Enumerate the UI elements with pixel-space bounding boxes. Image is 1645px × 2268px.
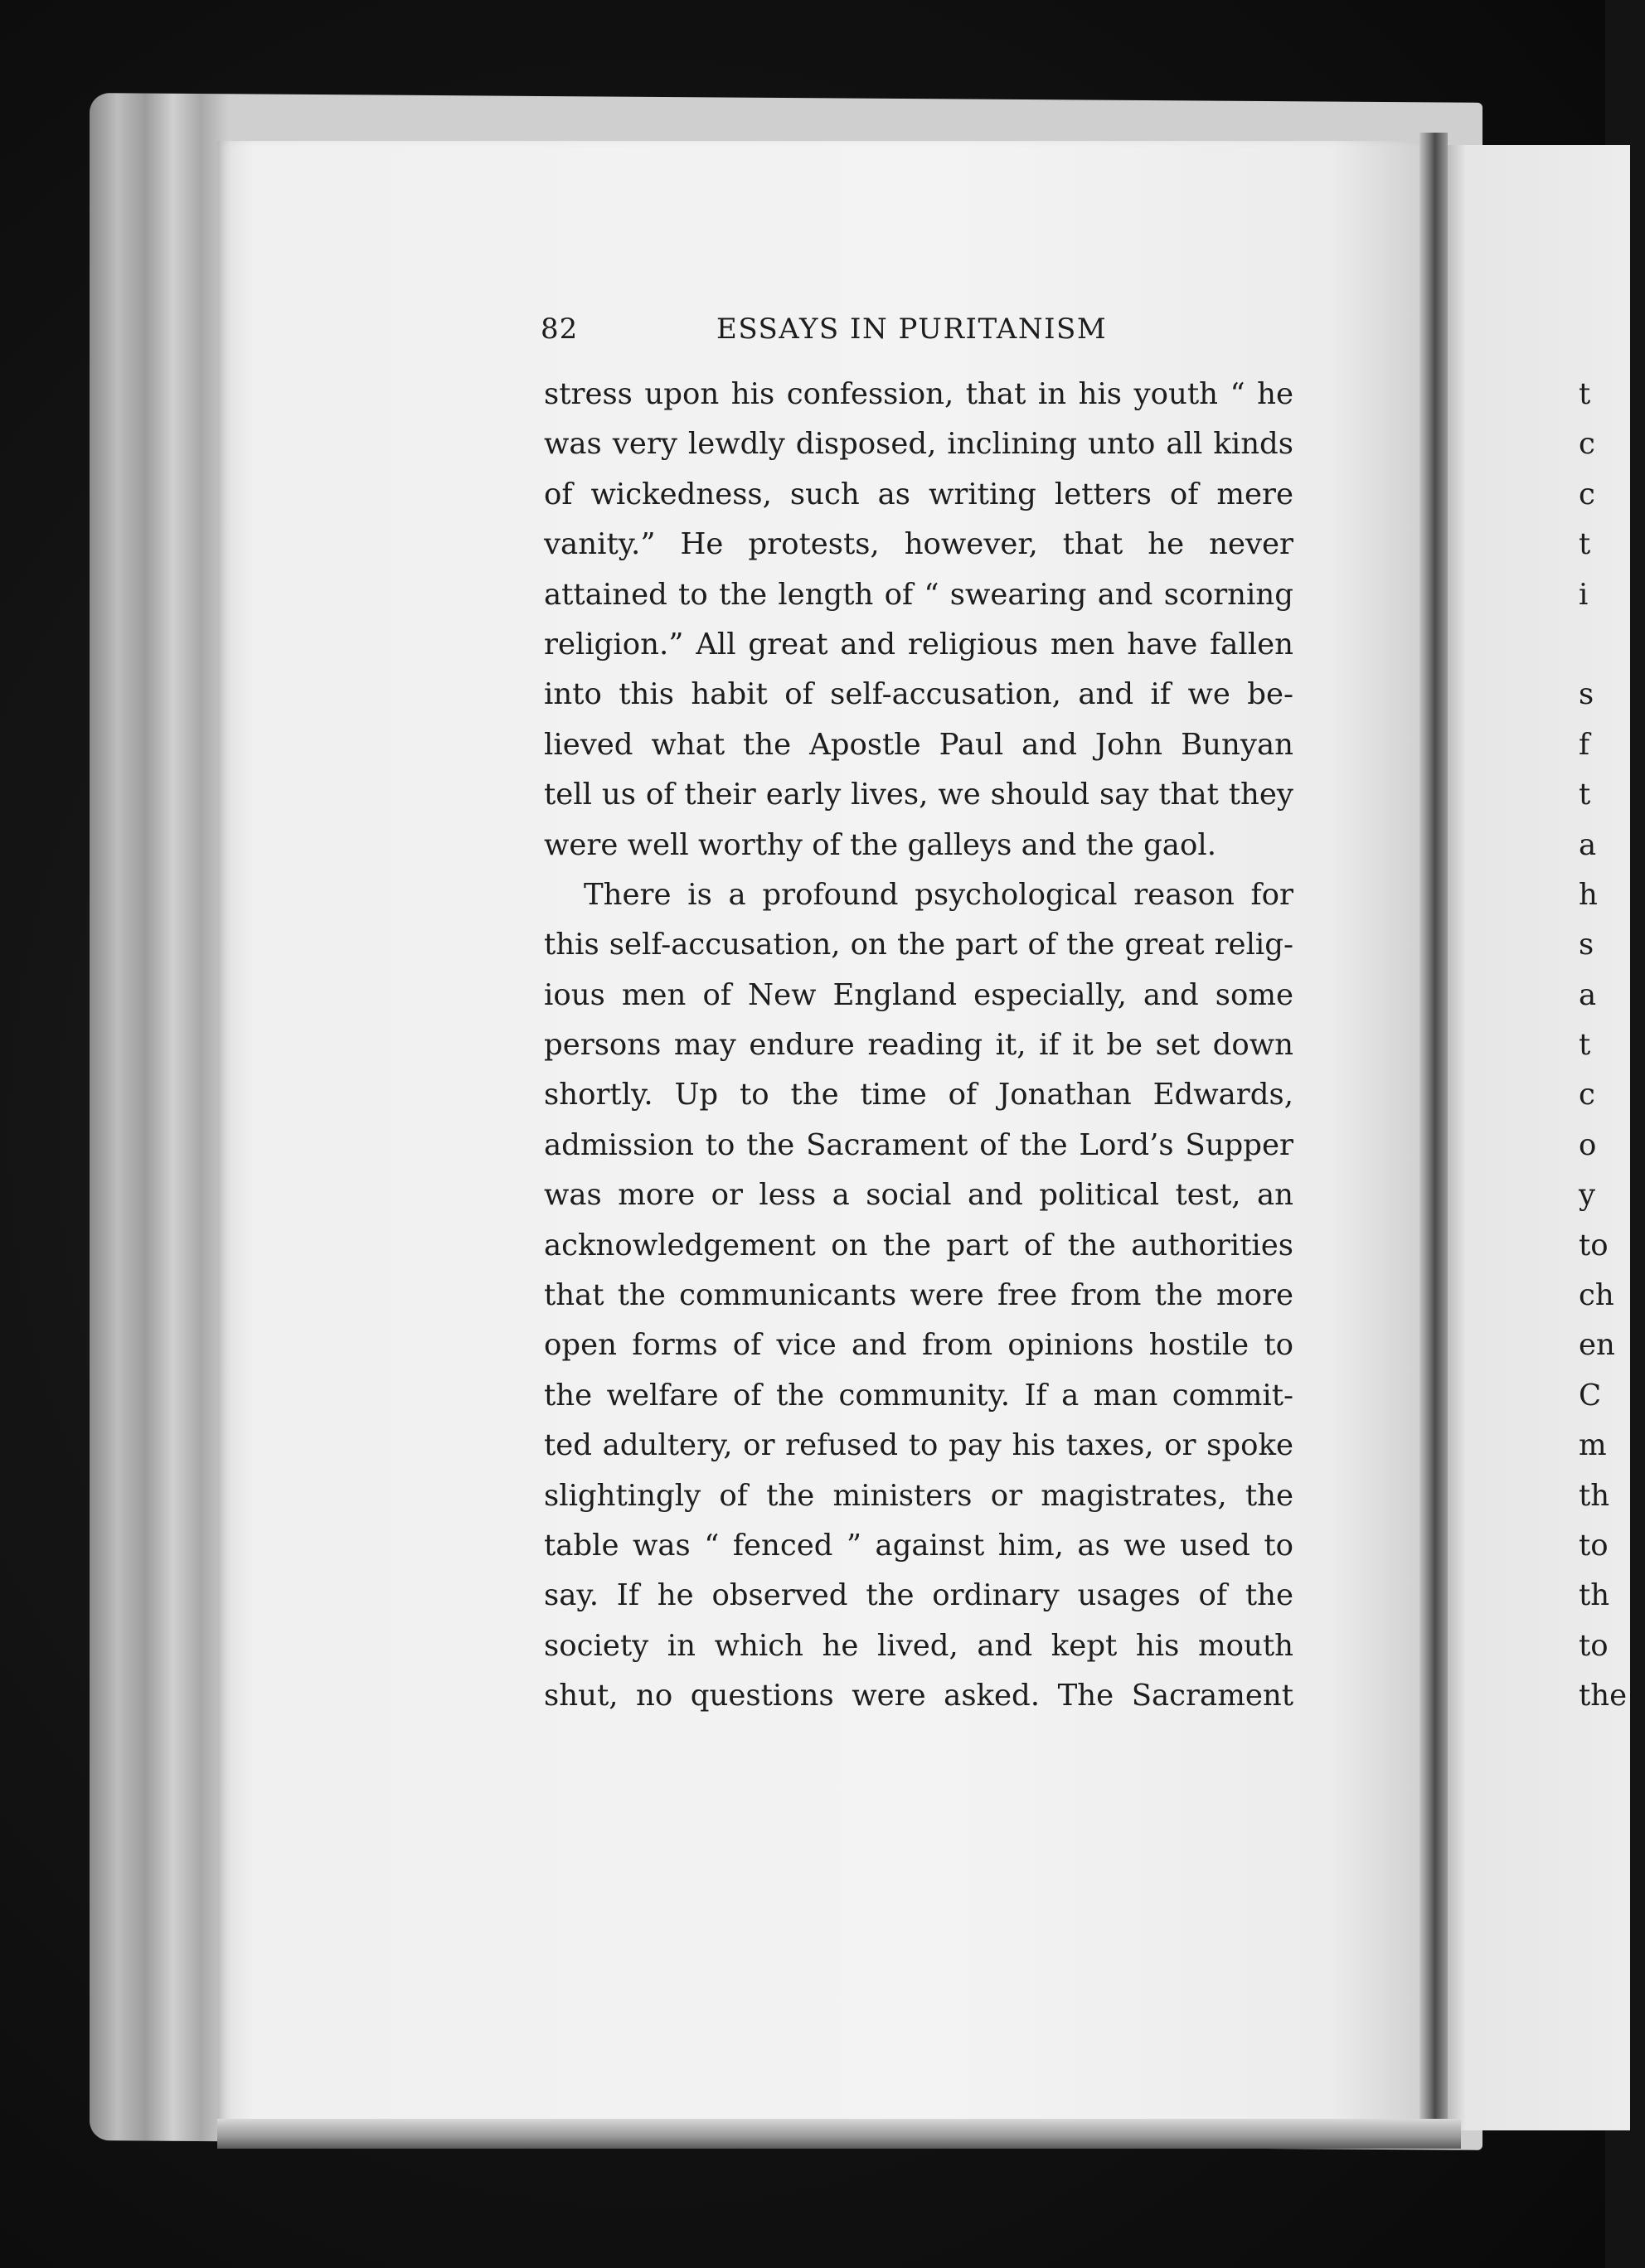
- text-line: of wickedness, such as writing letters of mere: [544, 477, 1293, 511]
- fragment: m: [1579, 1428, 1607, 1463]
- text-line: admission to the Sacrament of the Lord’s Supper: [544, 1127, 1293, 1162]
- text-line: shut, no questions were asked. The Sacrament: [544, 1679, 1293, 1713]
- fragment: f: [1579, 727, 1590, 762]
- book-gutter: [1419, 133, 1448, 2139]
- fragment: i: [1579, 577, 1589, 612]
- fragment: t: [1579, 377, 1591, 411]
- body-text: [544, 370, 1293, 1722]
- text-line: open forms of vice and from opinions hostile to: [544, 1328, 1293, 1363]
- fragment: th: [1579, 1578, 1610, 1613]
- fragment: to: [1579, 1528, 1609, 1563]
- fragment: ch: [1579, 1278, 1614, 1313]
- page-bottom-edge: [217, 2119, 1461, 2149]
- text-line: that the communicants were free from the more: [544, 1278, 1293, 1313]
- text-line: lieved what the Apostle Paul and John Bunyan: [544, 727, 1293, 762]
- running-head: [541, 308, 1287, 350]
- text-line: table was “ fenced ” against him, as we used to: [544, 1528, 1293, 1563]
- fragment: s: [1579, 928, 1594, 962]
- fragment: h: [1579, 877, 1598, 912]
- fragment: to: [1579, 1228, 1609, 1262]
- fragment: y: [1579, 1178, 1596, 1213]
- fragment: c: [1579, 477, 1595, 511]
- fragment: th: [1579, 1478, 1610, 1513]
- paragraph-gap: [1579, 620, 1645, 670]
- text-line: was more or less a social and political test, an: [544, 1178, 1293, 1213]
- text-line: the welfare of the community. If a man commit-: [544, 1378, 1293, 1413]
- text-line: ious men of New England especially, and some: [544, 977, 1293, 1012]
- text-line: slightingly of the ministers or magistrates, the: [544, 1478, 1293, 1513]
- fragment: en: [1579, 1328, 1615, 1363]
- text-line: this self-accusation, on the part of the great relig-: [544, 928, 1293, 962]
- fragment: a: [1579, 977, 1597, 1012]
- text-line: There is a profound psychological reason for: [584, 877, 1293, 912]
- text-line: were well worthy of the galleys and the gaol.: [544, 827, 1216, 862]
- text-line: religion.” All great and religious men have fallen: [544, 627, 1293, 662]
- fragment: s: [1579, 677, 1594, 712]
- text-line: vanity.” He protests, however, that he never: [544, 527, 1293, 562]
- fragment: c: [1579, 1078, 1595, 1112]
- right-page-fragments: [1579, 370, 1645, 1722]
- running-title: ESSAYS IN PURITANISM: [716, 313, 1108, 346]
- text-line: say. If he observed the ordinary usages of the: [544, 1578, 1293, 1613]
- text-line: society in which he lived, and kept his mouth: [544, 1628, 1293, 1663]
- fragment: c: [1579, 427, 1595, 462]
- fragment: a: [1579, 827, 1597, 862]
- page-number: 82: [541, 313, 579, 346]
- fragment: t: [1579, 527, 1591, 562]
- text-line: ted adultery, or refused to pay his taxes, or spoke: [544, 1428, 1293, 1463]
- text-line: stress upon his confession, that in his youth “ he: [544, 377, 1293, 411]
- fragment: t: [1579, 1028, 1591, 1063]
- fragment: C: [1579, 1378, 1602, 1413]
- fragment: to: [1579, 1628, 1609, 1663]
- text-line: into this habit of self-accusation, and if we be-: [544, 677, 1293, 712]
- text-line: tell us of their early lives, we should say that they: [544, 778, 1293, 812]
- text-line: attained to the length of “ swearing and scorning: [544, 577, 1293, 612]
- text-line: was very lewdly disposed, inclining unto all kinds: [544, 427, 1293, 462]
- fragment: t: [1579, 778, 1591, 812]
- text-line: persons may endure reading it, if it be set down: [544, 1028, 1293, 1063]
- fragment: o: [1579, 1127, 1597, 1162]
- text-line: shortly. Up to the time of Jonathan Edwards,: [544, 1078, 1293, 1112]
- fragment: the: [1579, 1679, 1628, 1713]
- text-line: acknowledgement on the part of the authorities: [544, 1228, 1293, 1262]
